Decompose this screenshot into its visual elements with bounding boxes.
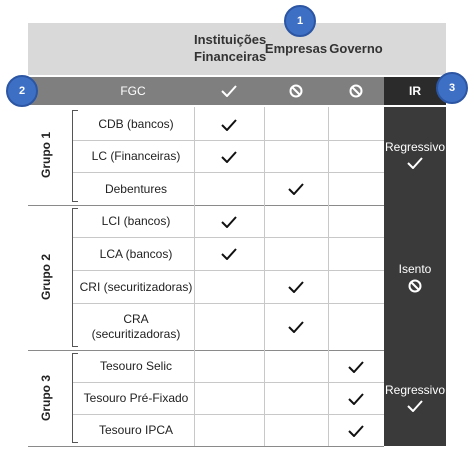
header-empresas: Empresas bbox=[264, 41, 328, 56]
ir-group-3-text: Regressivo bbox=[384, 383, 446, 397]
check-icon bbox=[328, 383, 384, 414]
group-2-label-wrap bbox=[6, 253, 86, 301]
ir-group-2 bbox=[384, 262, 446, 298]
check-icon bbox=[328, 351, 384, 382]
row-label-debentures: Debentures bbox=[104, 181, 168, 196]
check-icon bbox=[264, 271, 328, 303]
ir-group-1-text: Regressivo bbox=[384, 140, 446, 154]
row-label-lca: LCA (bancos) bbox=[99, 246, 173, 261]
group-1-label-wrap bbox=[6, 131, 86, 179]
group-2-label: Grupo 2 bbox=[38, 253, 53, 301]
group-3-label: Grupo 3 bbox=[38, 374, 53, 422]
fgc-empresas-prohibited-icon bbox=[264, 77, 328, 105]
check-icon bbox=[264, 173, 328, 205]
badge-2: 2 bbox=[6, 75, 38, 107]
group-3-label-wrap bbox=[6, 374, 86, 422]
ir-group-1-check-icon bbox=[407, 157, 423, 169]
row-label-lc: LC (Financeiras) bbox=[91, 149, 181, 163]
ir-group-2-prohibited-icon bbox=[408, 279, 422, 293]
row-label-tesouro-ipca: Tesouro IPCA bbox=[98, 423, 174, 437]
fgc-label: FGC bbox=[120, 84, 146, 98]
row-label-tesouro-selic: Tesouro Selic bbox=[99, 359, 173, 373]
ir-group-3-check-icon bbox=[407, 400, 423, 412]
ir-header: IR bbox=[384, 77, 446, 105]
check-icon bbox=[194, 109, 264, 140]
header-instituicoes: Instituições Financeiras bbox=[194, 32, 267, 64]
fgc-governo-prohibited-icon bbox=[328, 77, 384, 105]
row-label-cri: CRI (securitizadoras) bbox=[79, 279, 193, 294]
header-governo: Governo bbox=[329, 41, 383, 56]
ir-group-1 bbox=[384, 140, 446, 176]
row-label-cdb: CDB (bancos) bbox=[98, 117, 174, 131]
check-icon bbox=[194, 206, 264, 237]
check-icon bbox=[328, 415, 384, 446]
check-icon bbox=[194, 141, 264, 172]
group-1-label: Grupo 1 bbox=[38, 131, 53, 179]
table-bottom-line bbox=[28, 446, 384, 447]
row-label-tesouro-prefixado: Tesouro Pré-Fixado bbox=[83, 391, 189, 405]
ir-group-2-text: Isento bbox=[398, 262, 432, 276]
badge-3: 3 bbox=[436, 72, 468, 104]
row-label-lci: LCI (bancos) bbox=[101, 214, 171, 228]
check-icon bbox=[264, 304, 328, 350]
ir-group-3 bbox=[384, 383, 446, 419]
badge-1: 1 bbox=[284, 5, 316, 37]
row-label-cra: CRA (securitizadoras) bbox=[91, 312, 181, 341]
check-icon bbox=[194, 238, 264, 270]
fgc-check-icon bbox=[194, 77, 264, 105]
